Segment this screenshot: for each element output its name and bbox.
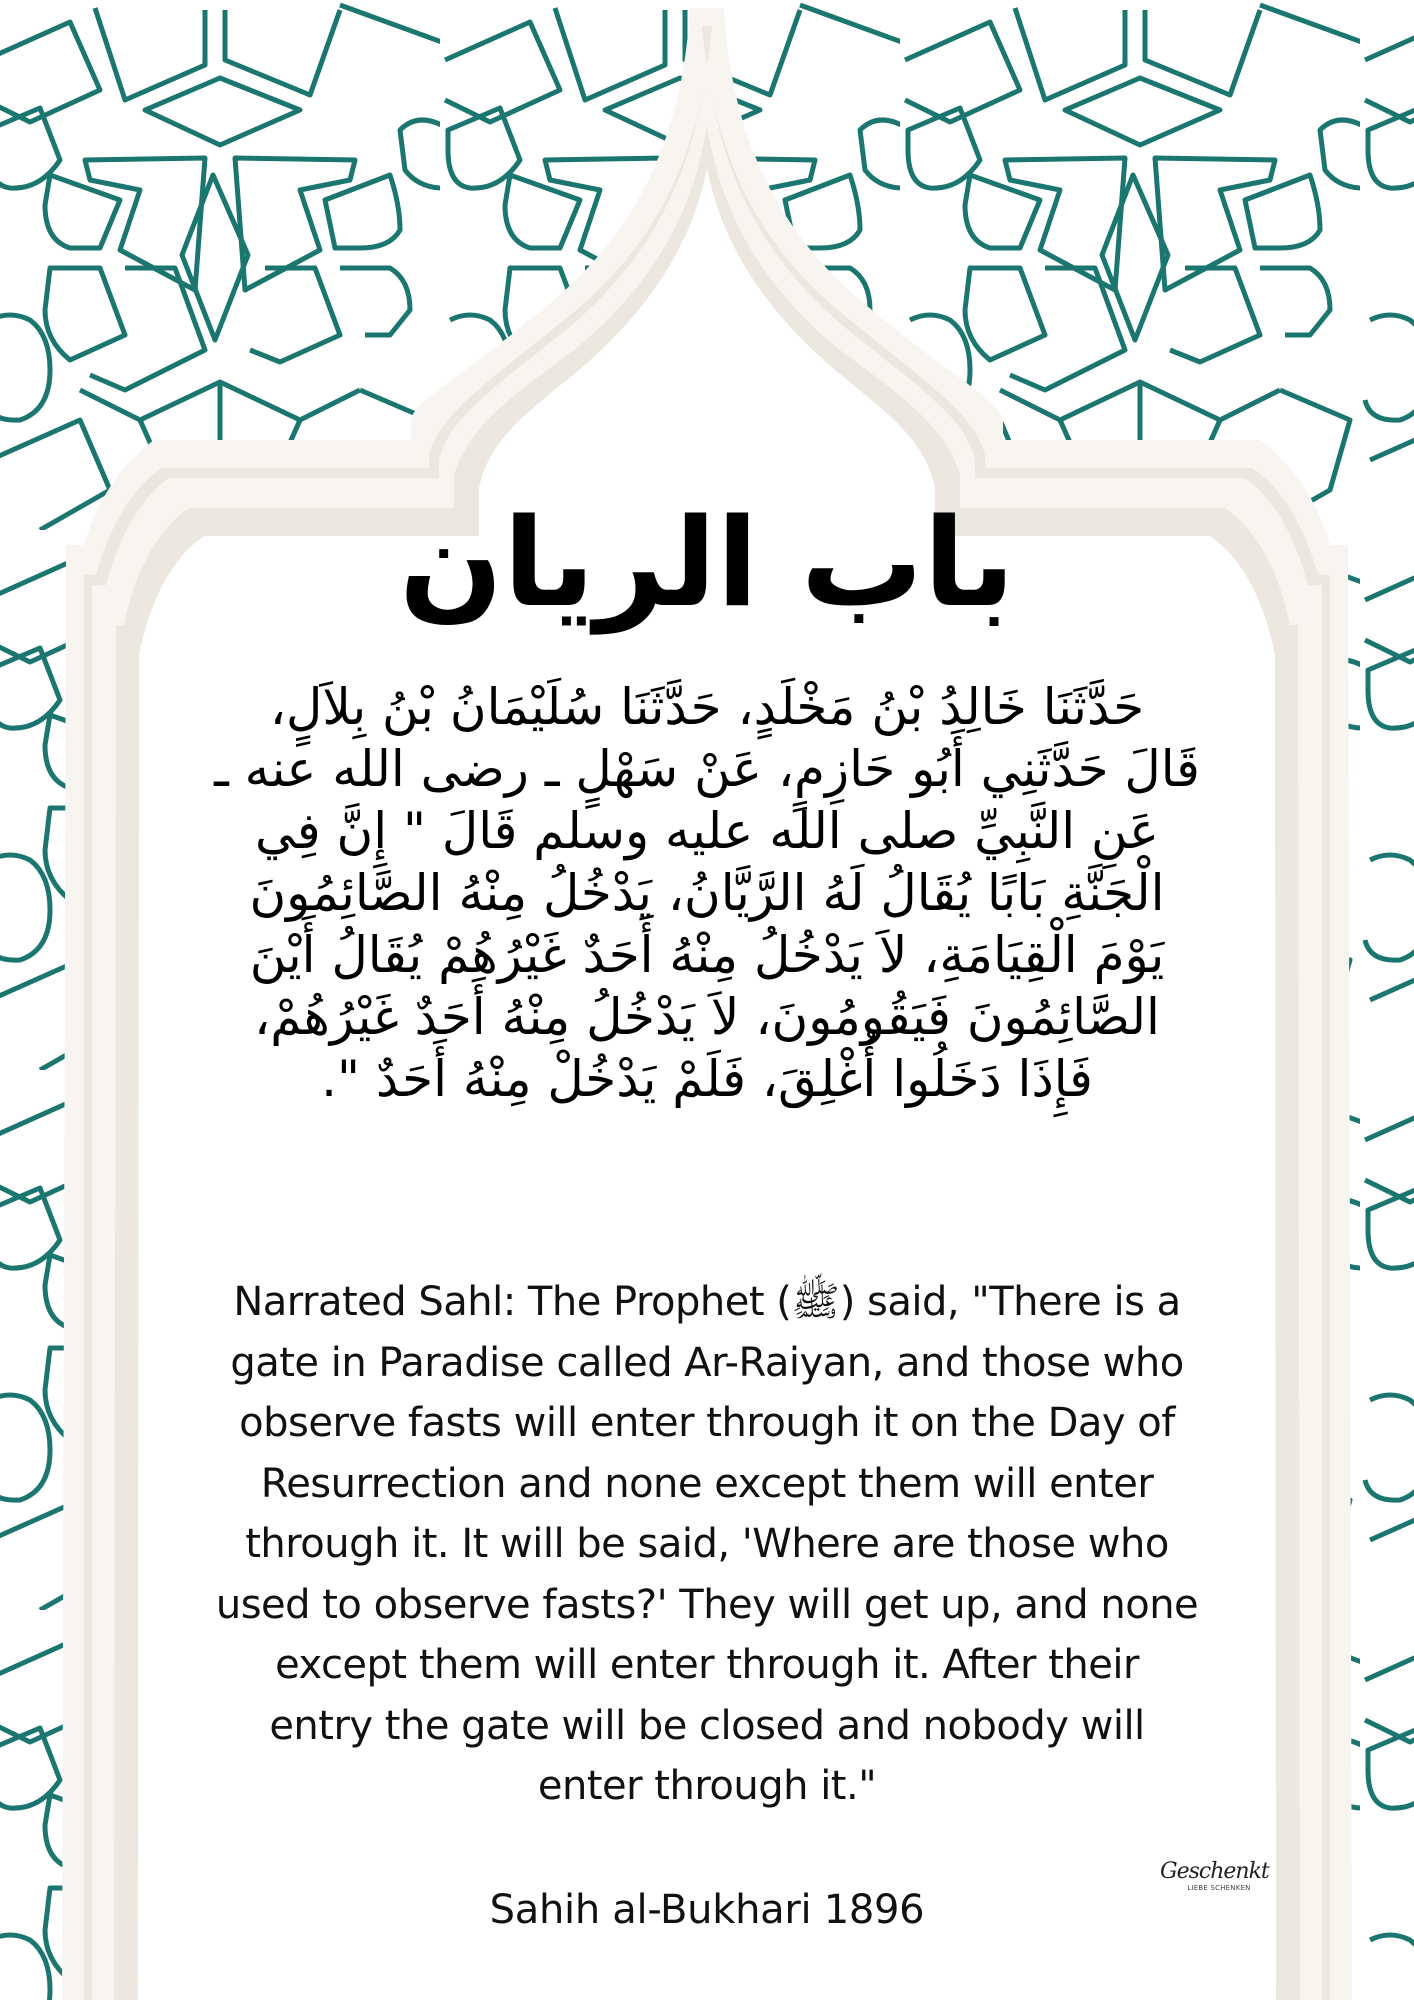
english-line: except them will enter through it. After their	[275, 1642, 1139, 1688]
english-line: used to observe fasts?' They will get up, and none	[215, 1581, 1199, 1628]
english-line: entry the gate will be closed and nobody will	[269, 1702, 1145, 1749]
english-line: through it. It will be said, 'Where are those who	[245, 1521, 1169, 1567]
english-line: enter through it."	[537, 1763, 877, 1809]
english-line: gate in Paradise called Ar-Raiyan, and those who	[230, 1339, 1184, 1386]
english-line: observe fasts will enter through it on the Day of	[239, 1400, 1175, 1446]
arabic-line: عَنِ النَّبِيِّ صلى الله عليه وسلم قَالَ " إِنَّ فِي	[255, 802, 1159, 860]
english-line: Resurrection and none except them will enter	[260, 1460, 1154, 1507]
brand-logo	[1160, 1859, 1269, 1904]
brand-logo-tagline: LIEBE SCHENKEN	[1187, 1884, 1251, 1892]
page-title: باب الريان	[399, 492, 1015, 634]
arabic-line: حَدَّثَنَا خَالِدُ بْنُ مَخْلَدٍ، حَدَّثَنَا سُلَيْمَانُ بْنُ بِلاَلٍ،	[269, 678, 1145, 736]
arabic-line: الصَّائِمُونَ فَيَقُومُونَ، لاَ يَدْخُلُ مِنْهُ أَحَدٌ غَيْرُهُمْ،	[254, 988, 1160, 1046]
citation-reference: Sahih al-Bukhari 1896	[489, 1887, 925, 1933]
english-translation-text	[130, 1272, 1284, 1817]
arabic-line: يَوْمَ الْقِيَامَةِ، لاَ يَدْخُلُ مِنْهُ أَحَدٌ غَيْرُهُمْ يُقَالُ أَيْنَ	[249, 926, 1165, 984]
arabic-line: فَإِذَا دَخَلُوا أُغْلِقَ، فَلَمْ يَدْخُلْ مِنْهُ أَحَدٌ ".	[321, 1050, 1093, 1108]
arabic-line: قَالَ حَدَّثَنِي أَبُو حَازِمٍ، عَنْ سَهْلٍ ـ رضى الله عنه ـ	[214, 740, 1200, 798]
arabic-hadith-text	[160, 676, 1254, 1110]
english-line: Narrated Sahl: The Prophet (ﷺ) said, "There is a	[233, 1279, 1181, 1325]
brand-logo-script: Geschenkt	[1160, 1859, 1269, 1884]
arabic-line: الْجَنَّةِ بَابًا يُقَالُ لَهُ الرَّيَّانُ، يَدْخُلُ مِنْهُ الصَّائِمُونَ	[249, 864, 1165, 922]
